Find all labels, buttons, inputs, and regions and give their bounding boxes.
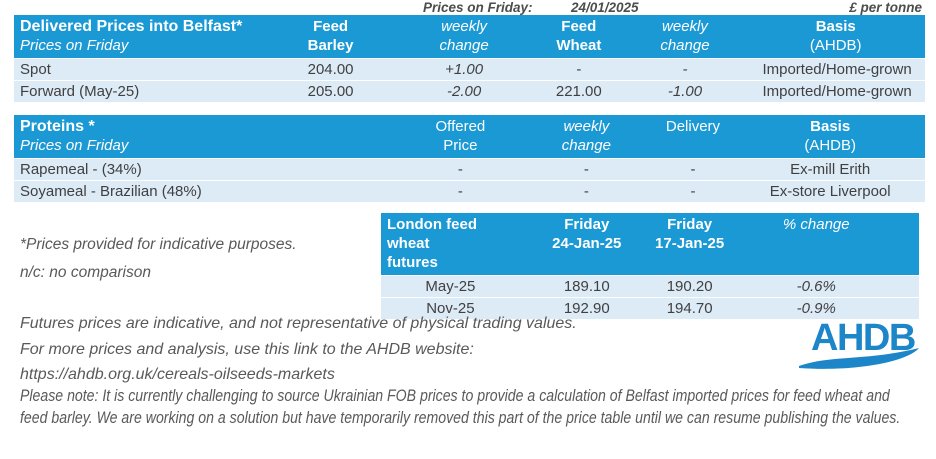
- ahdb-logo-text: AHDB: [811, 317, 915, 359]
- ahdb-logo: [797, 312, 921, 378]
- row-label: Forward (May-25): [14, 80, 269, 102]
- barley-change-value: -2.00: [392, 80, 524, 102]
- proteins-header-row: [14, 115, 925, 158]
- weekly-change-value: -: [524, 180, 642, 202]
- contract-label: Nov-25: [381, 297, 520, 319]
- basis-value: Imported/Home-grown: [756, 80, 925, 102]
- futures-table: [381, 213, 919, 319]
- please-note-paragraph: Please note: It is currently challenging to source Ukrainian FOB prices to provide a calculation of Belfast imported prices for feed wheat and feed barley. We are working on a solution but have temporarily removed this part of the price table until we can resume publishing the values.: [20, 386, 901, 428]
- friday-current-header: Friday 24-Jan-25: [520, 213, 640, 275]
- basis-value: Ex-mill Erith: [747, 158, 925, 180]
- pct-change-value: -0.9%: [750, 297, 919, 319]
- belfast-title: Delivered Prices into Belfast*: [20, 18, 243, 35]
- offered-price-header: Offered Price: [397, 115, 525, 158]
- note-indicative: *Prices provided for indicative purposes.: [20, 236, 297, 253]
- table-row: [14, 180, 925, 202]
- offered-price-value: -: [397, 158, 525, 180]
- basis-value: Ex-store Liverpool: [747, 180, 925, 202]
- wheat-change-value: -: [633, 58, 756, 80]
- feed-wheat-value: 221.00: [524, 80, 633, 102]
- belfast-prices-table: [14, 15, 925, 102]
- friday-current-value: 189.10: [520, 275, 640, 297]
- proteins-subtitle: Prices on Friday: [20, 137, 129, 154]
- proteins-title-header: [14, 115, 397, 158]
- table-row: [14, 80, 925, 102]
- row-label: Spot: [14, 58, 269, 80]
- basis-header: Basis (AHDB): [756, 15, 925, 58]
- barley-change-value: +1.00: [392, 58, 524, 80]
- unit-label: £ per tonne: [849, 0, 922, 15]
- feed-wheat-value: -: [524, 58, 633, 80]
- contract-label: May-25: [381, 275, 520, 297]
- note-no-comparison: n/c: no comparison: [20, 264, 151, 281]
- belfast-header-row: [14, 15, 925, 58]
- wheat-weekly-change-header: weekly change: [633, 15, 756, 58]
- row-label: Rapemeal - (34%): [14, 158, 397, 180]
- basis-value: Imported/Home-grown: [756, 58, 925, 80]
- table-row: [381, 275, 919, 297]
- indicative-notes: [20, 231, 297, 287]
- prices-on-friday-label: Prices on Friday:: [423, 0, 533, 15]
- pct-change-header: % change: [750, 213, 919, 275]
- friday-previous-value: 194.70: [640, 297, 750, 319]
- ahdb-link[interactable]: https://ahdb.org.uk/cereals-oilseeds-markets: [20, 366, 335, 383]
- basis-header: Basis (AHDB): [747, 115, 925, 158]
- website-prompt: For more prices and analysis, use this link to the AHDB website:: [20, 340, 474, 358]
- friday-previous-value: 190.20: [640, 275, 750, 297]
- footer-text: [20, 311, 577, 388]
- delivery-header: Delivery: [643, 115, 748, 158]
- proteins-table: [14, 115, 925, 202]
- futures-title-header: London feed wheat futures: [381, 213, 520, 275]
- row-label: Soyameal - Brazilian (48%): [14, 180, 397, 202]
- offered-price-value: -: [397, 180, 525, 202]
- barley-weekly-change-header: weekly change: [392, 15, 524, 58]
- feed-barley-value: 204.00: [269, 58, 392, 80]
- friday-previous-header: Friday 17-Jan-25: [640, 213, 750, 275]
- futures-disclaimer: Futures prices are indicative, and not representative of physical trading values.: [20, 315, 577, 332]
- feed-barley-header: Feed Barley: [269, 15, 392, 58]
- delivery-value: -: [643, 180, 748, 202]
- delivery-value: -: [643, 158, 748, 180]
- belfast-title-header: [14, 15, 269, 58]
- report-date: 24/01/2025: [571, 0, 639, 15]
- feed-wheat-header: Feed Wheat: [524, 15, 633, 58]
- friday-current-value: 192.90: [520, 297, 640, 319]
- table-row: [14, 158, 925, 180]
- proteins-title: Proteins *: [20, 118, 95, 135]
- weekly-change-header: weekly change: [524, 115, 642, 158]
- feed-barley-value: 205.00: [269, 80, 392, 102]
- futures-header-row: [381, 213, 919, 275]
- table-row: [14, 58, 925, 80]
- wheat-change-value: -1.00: [633, 80, 756, 102]
- pct-change-value: -0.6%: [750, 275, 919, 297]
- belfast-subtitle: Prices on Friday: [20, 37, 129, 54]
- weekly-change-value: -: [524, 158, 642, 180]
